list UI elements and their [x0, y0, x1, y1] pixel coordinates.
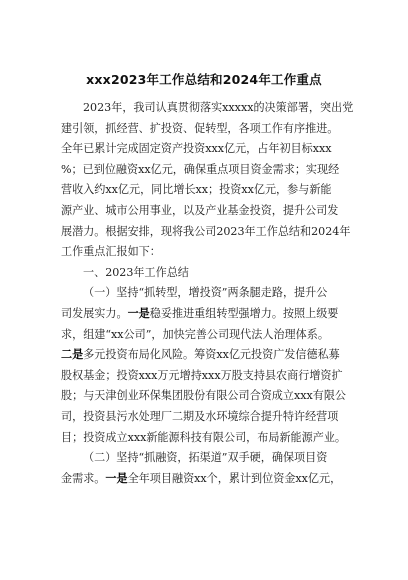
line-text: 股权基金；投资xxx万元增持xxx万股支持县农商行增资扩 [61, 368, 343, 382]
line-text: 建引领，抓经营、扩投资、促转型，各项工作有序推进。 [61, 121, 339, 135]
document-title: xxx2023年工作总结和2024年工作重点 [86, 72, 322, 87]
line-text: 全年项目融资xx个，累计到位资金xx亿元， [127, 471, 342, 485]
line-text: （二）坚持“抓融资，拓渠道”双手硬，确保项目资 [83, 451, 328, 465]
paragraph-line [61, 345, 353, 366]
paragraph-line [61, 222, 353, 243]
paragraph-line [61, 428, 353, 449]
paragraph-line [61, 407, 353, 428]
line-text: 源产业、城市公用事业，以及产业基金投资，提升公司发 [61, 203, 339, 217]
line-text: 稳妥推进重组转型强增力。按照上级要 [149, 306, 339, 320]
emphasis-text: 一是 [105, 471, 128, 485]
line-text: 2023年，我司认真贯彻落实xxxxx的决策部署，突出党 [83, 101, 353, 114]
line-text: 求，组建“xx公司”，加快完善公司现代法人治理体系。 [61, 327, 329, 341]
paragraph-line [61, 98, 353, 119]
paragraph-line [61, 448, 353, 469]
paragraph-line [61, 283, 353, 304]
paragraph-line [61, 139, 353, 160]
line-text: 营收入约xx亿元，同比增长xx；投资xx亿元，参与新能 [61, 183, 332, 197]
emphasis-text: 二是 [61, 348, 84, 362]
emphasis-text: 一是 [127, 306, 150, 320]
paragraph-line [61, 242, 353, 263]
line-text: 司，投资县污水处理厂二期及水环境综合提升特许经营项 [61, 409, 339, 423]
line-text: 股；与天津创业环保集团股份有限公司合资成立xxx有限公 [61, 389, 347, 403]
paragraph-line [61, 160, 353, 181]
paragraph-line [61, 180, 353, 201]
paragraph-line [61, 386, 353, 407]
paragraph-line [61, 366, 353, 387]
line-text: 工作重点汇报如下： [61, 245, 161, 259]
line-text: 全年已累计完成固定资产投资xxx亿元，占年初目标xxx [61, 142, 332, 156]
paragraph-line [61, 119, 353, 140]
document-body [61, 98, 353, 489]
line-text: %；已到位融资xx亿元，确保重点项目资金需求；实现经 [61, 162, 340, 176]
line-text: 金需求。 [61, 471, 106, 485]
paragraph-line [61, 325, 353, 346]
line-text: 一、2023年工作总结 [83, 265, 189, 279]
line-text: 展潜力。根据安排，现将我公司2023年工作总结和2024年 [61, 224, 351, 238]
paragraph-line [61, 304, 353, 325]
line-text: 多元投资布局化风险。筹资xx亿元投资广发信德私募 [83, 348, 340, 362]
line-text: （一）坚持“抓转型，增投资”两条腿走路，提升公 [83, 286, 328, 300]
line-text: 目；投资成立xxx新能源科技有限公司，布局新能源产业。 [61, 430, 347, 444]
line-text: 司发展实力。 [61, 306, 128, 320]
paragraph-line [61, 469, 353, 490]
paragraph-line [61, 263, 353, 284]
paragraph-line [61, 201, 353, 222]
